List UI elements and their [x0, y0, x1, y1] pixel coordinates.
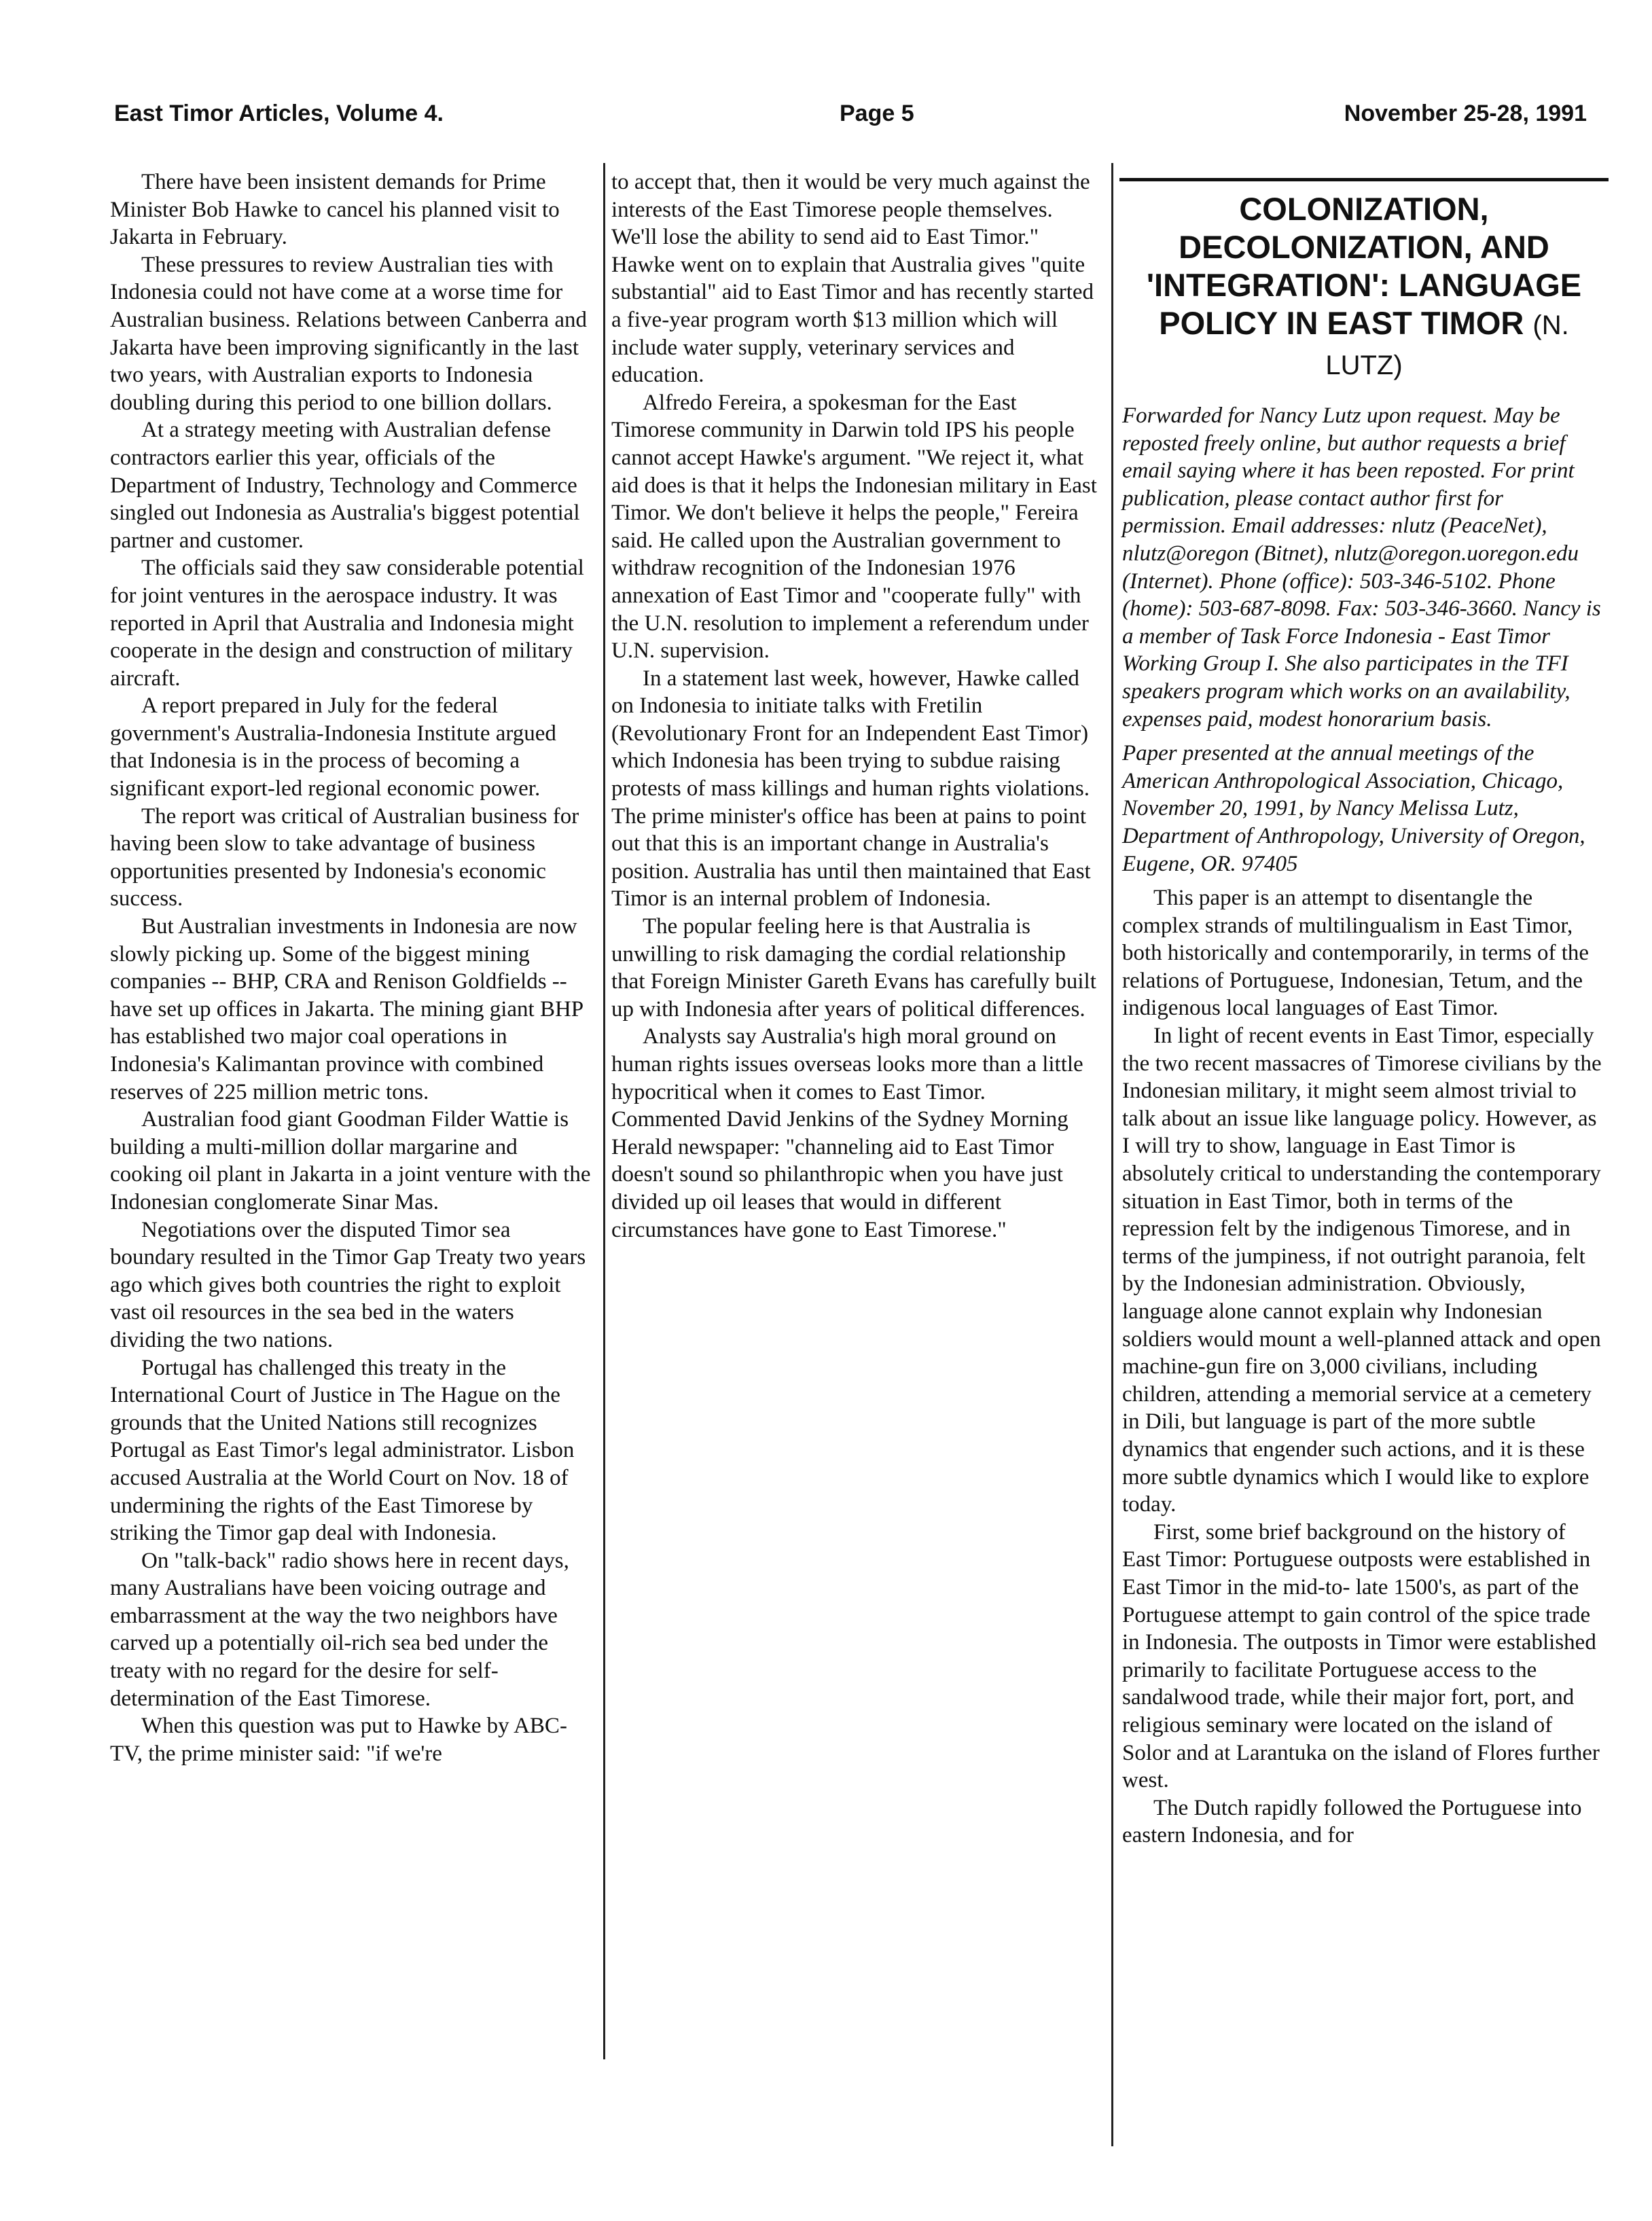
column-divider — [603, 163, 605, 2059]
paragraph: Analysts say Australia's high moral ground on human rights issues overseas looks more than a little hypocritical when it comes to East Timor. Commented David Jenkins of the Sydney Morning Herald newspaper: "channeling aid to East Timor doesn't sound so philanthropic when you have just divided up oil leases that would in different circumstances have gone to East Timorese." — [611, 1024, 1083, 1242]
publication-title: East Timor Articles, Volume 4. — [114, 101, 444, 126]
article-title-author: (N. LUTZ) — [1325, 310, 1569, 380]
paragraph: On "talk-back" radio shows here in recent days, many Australians have been voicing outrage and embarrassment at the way the two neighbors have carved up a potentially oil-rich sea bed under the treaty with no regard for the desire for self-determination of the East Timorese. — [110, 1548, 569, 1711]
paragraph: The report was critical of Australian business for having been slow to take advantage of business opportunities presented by Indonesia's economic success. — [110, 803, 579, 911]
article-title-text: COLONIZATION, DECOLONIZATION, AND 'INTEGRATION': LANGUAGE POLICY IN EAST TIMOR — [1146, 191, 1582, 341]
column-1 — [110, 168, 591, 1767]
article-title — [1122, 190, 1606, 384]
paragraph: In a statement last week, however, Hawke called on Indonesia to initiate talks with Fretilin (Revolutionary Front for an Independent East Timor) which Indonesia has been trying to subdue raising protests of mass killings and human rights violations. The prime minister's office has been at pains to point out that this is an important change in Australia's position. Australia has until then maintained that East Timor is an internal problem of Indonesia. — [611, 666, 1091, 911]
paragraph: First, some brief background on the history of East Timor: Portuguese outposts were established in East Timor in the mid-to- late 1500's, as part of the Portuguese attempt to gain control of the spice trade in Indonesia. The outposts in Timor were established primarily to facilitate Portuguese access to the sandalwood trade, while their major fort, port, and religious seminary were located on the island of Solor and at Larantuka on the island of Flores further west. — [1122, 1519, 1600, 1793]
article-top-rule — [1119, 178, 1609, 181]
page-header — [0, 101, 1652, 141]
paragraph: Negotiations over the disputed Timor sea boundary resulted in the Timor Gap Treaty two years ago which gives both countries the right to exploit vast oil resources in the sea bed in the waters dividing the two nations. — [110, 1217, 586, 1352]
paragraph: When this question was put to Hawke by ABC-TV, the prime minister said: "if we're — [110, 1714, 567, 1766]
paragraph: In light of recent events in East Timor, especially the two recent massacres of Timorese civilians by the Indonesian military, it might seem almost trivial to talk about an issue like language policy. However, as I will try to show, language in East Timor is absolutely critical to understanding the contemporary situation in East Timor, both in terms of the repression felt by the indigenous Timorese, and in terms of the jumpiness, if not outright paranoia, felt by the Indonesian administration. Obviously, language alone cannot explain why Indonesian soldiers would mount a well-planned attack and open machine-gun fire on 3,000 civilians, including children, attending a memorial service at a cemetery in Dili, but language is part of the more subtle dynamics that engender such actions, and it is these more subtle dynamics which I would like to explore today. — [1122, 1024, 1602, 1517]
paragraph: These pressures to review Australian ties with Indonesia could not have come at a worse time for Australian business. Relations between Canberra and Jakarta have been improving significantly in the last two years, with Australian exports to Indonesia doubling during this period to one billion dollars. — [110, 252, 587, 415]
column-divider — [1111, 163, 1113, 2146]
column-3 — [1122, 190, 1606, 1849]
paragraph: There have been insistent demands for Prime Minister Bob Hawke to cancel his planned visit to Jakarta in February. — [110, 170, 560, 250]
publication-date: November 25-28, 1991 — [1344, 101, 1587, 126]
paragraph: But Australian investments in Indonesia are now slowly picking up. Some of the biggest mining companies -- BHP, CRA and Renison Goldfields -- have set up offices in Jakarta. The mining giant BHP has established two major coal operations in Indonesia's Kalimantan province with combined reserves of 225 million metric tons. — [110, 914, 583, 1104]
paragraph: The Dutch rapidly followed the Portuguese into eastern Indonesia, and for — [1122, 1795, 1582, 1848]
paragraph: A report prepared in July for the federal government's Australia-Indonesia Institute argued that Indonesia is in the process of becoming a significant export-led regional economic power. — [110, 693, 556, 801]
paragraph: Australian food giant Goodman Filder Wattie is building a multi-million dollar margarine and cooking oil plant in Jakarta in a joint venture with the Indonesian conglomerate Sinar Mas. — [110, 1107, 591, 1214]
column-2 — [611, 168, 1098, 1244]
paragraph: Portugal has challenged this treaty in the International Court of Justice in The Hague on the grounds that the United Nations still recognizes Portugal as East Timor's legal administrator. Lisbon accused Australia at the World Court on Nov. 18 of undermining the rights of the East Timorese by striking the Timor gap deal with Indonesia. — [110, 1355, 575, 1546]
paper-note: Paper presented at the annual meetings of the American Anthropological Association, Chicago, November 20, 1991, by Nancy Melissa Lutz, Department of Anthropology, University of Oregon, Eugene, OR. 97405 — [1122, 741, 1585, 876]
paragraph: The officials said they saw considerable potential for joint ventures in the aerospace industry. It was reported in April that Australia and Indonesia might cooperate in the design and construction of military aircraft. — [110, 556, 584, 691]
paragraph: Alfredo Fereira, a spokesman for the East Timorese community in Darwin told IPS his people cannot accept Hawke's argument. "We reject it, what aid does is that it helps the Indonesian military in East Timor. We don't believe it helps the people," Fereira said. He called upon the Australian government to withdraw recognition of the Indonesian 1976 annexation of East Timor and "cooperate fully" with the U.N. resolution to implement a referendum under U.N. supervision. — [611, 390, 1097, 664]
paragraph: At a strategy meeting with Australian defense contractors earlier this year, officials of the Department of Industry, Technology and Commerce singled out Indonesia as Australia's biggest potential partner and customer. — [110, 418, 580, 553]
paragraph: This paper is an attempt to disentangle the complex strands of multilingualism in East Timor, both historically and contemporarily, in terms of the relations of Portuguese, Indonesian, Tetum, and the indigenous local languages of East Timor. — [1122, 886, 1590, 1021]
paragraph: The popular feeling here is that Australia is unwilling to risk damaging the cordial relationship that Foreign Minister Gareth Evans has carefully built up with Indonesia after years of political differences. — [611, 914, 1096, 1022]
page-number: Page 5 — [840, 101, 914, 126]
forward-note: Forwarded for Nancy Lutz upon request. May be reposted freely online, but author requests a brief email saying where it has been reposted. For print publication, please contact author first for permission. Email addresses: nlutz (PeaceNet), nlutz@oregon (Bitnet), nlutz@oregon.uoregon.edu (Internet). Phone (office): 503-346-5102. Phone (home): 503-687-8098. Fax: 503-346-3660. Nancy is a member of Task Force Indonesia - East Timor Working Group I. She also participates in the TFI speakers program which works on an availability, expenses paid, modest honorarium basis. — [1122, 403, 1601, 732]
paragraph: to accept that, then it would be very much against the interests of the East Timorese people themselves. We'll lose the ability to send aid to East Timor." Hawke went on to explain that Australia gives "quite substantial" aid to East Timor and has recently started a five-year program worth $13 million which will include water supply, veterinary services and education. — [611, 170, 1094, 388]
